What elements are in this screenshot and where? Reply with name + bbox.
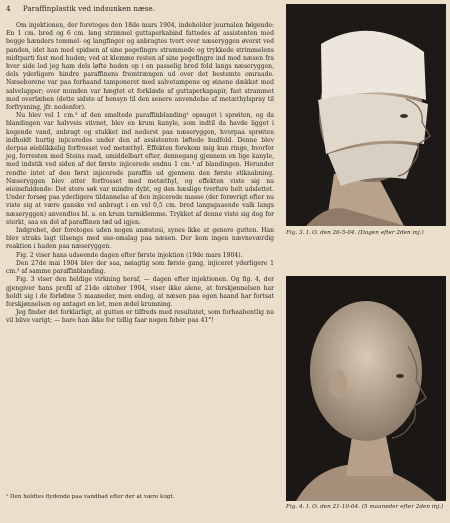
footnote: ¹ Den holdtes flydende paa vandbad efter der at være kogt. bbox=[6, 494, 175, 500]
paragraph-conclusion: Jeg finder det forklarligt, at gutten er tilfreds med resultatet, som forhaabentlig nu vil blive varigt; — bare han ikke for tidlig faar nogen feber paa 41°! bbox=[6, 309, 274, 325]
page-number: 4 bbox=[6, 4, 11, 13]
paragraph-injection-procedure: Om injektionen, der foretoges den 18de mars 1904, indeholder journalen følgende: En 1 cm. bred og 6 cm. lang strimmel guttaperkabind fattedes af assistenten med begge hænders tommel- og langfinger og anbragtes tvert over næseryggen øverst ved panden, idet han med spidsen af sine pegefingre strammede og trykkede strimmelens midtparti fast mod huden; ved at klemme resten af sine pegefingre ind mod næsen fra hver side lod jeg ham dels løfte huden op i en passelig bred fold langs næseryggen, dels yderligere hindre paraffinens fremtrængen ud over det bestemte omraade. Næseborene var paa forhaand tamponeret med salvetampone og øinene dækket med salvelapper; over munden var hægtet et forklæde af guttaperkapapir, fast strammet mod overlæben (dette sidste af hensyn til den senere anvendelse af metæthylspray til forfrysning, jfr. nedenfor). bbox=[6, 22, 274, 112]
paragraph-no-anesthesia: Indgrebet, der foretoges uden nogen anæstesi, synes ikke at genere gutten. Han blev straks lagt tilsengs med sne-omslag paa næsen. Der kom ingen nævneværdig reaktion i huden paa næseryggen. bbox=[6, 227, 274, 251]
profile-portrait-bandaged bbox=[286, 4, 446, 226]
paragraph-paraffin-injection: Nu blev vel 1 cm.³ af den smeltede paraffinblanding¹ opsuget i sprøiten, og da blandingen var halvveis stivnet, blev en krum kanyle, som indtil da havde ligget i kogende vand, anbragt og stukket ind nederst paa næseryggen, hvorpaa sprøiten indholdt hurtig injiceredes under den af assistenten løftede hudfold. Denne blev derpaa øieblikkelig forfrosset ved metæthyl. Effekten forekom mig kun ringe, hvorfor jeg, forresten med Steins raad, umiddelbart efter, dennegang gjennem en lige kanyle, med indstik ved siden af det første injicerede endnu 1 cm.³ af blandingen. Herunder rendte intet af den først injicerede paraffin ud gjennem den første stikaabning. Næseryggen blev atter forfrosset med metæthyl, og effekten viste sig nu øieinefaldende: Det store søk var mindre dybt, og den hæslige tverfure helt udslettet. Under forsøg paa yderligere tildannelse af den injicerede masse (der forøvrigt efter nu viste sig at være ganske vel anbragt i en vel 0,5 cm. bred langsgaaende valk langs næseryggen) anvendtes bl. a. en krum tarmklemme. Trykket af denne viste sig dog for sterkt, saa en del af paraffinen tød ud igjen. bbox=[6, 112, 274, 226]
paragraph-fig3-fig4-reference: Fig. 3 viser den heldige virkning heraf, — dagen efter injektionen. Og fig. 4, der gjengiver hans profil af 21de oktober 1904, viser ikke alene, at forskjønnelsen har holdt sig i de forløbne 5 maaneder, men endog, at næsen paa egen haand har fortsat forskjønnelsen og antaget en let, men ædel krumning. bbox=[6, 276, 274, 308]
running-title: Paraffinplastik ved indsunken næse. bbox=[22, 4, 155, 13]
figure-4-caption: Fig. 4. I. O. den 21-10-04. (5 maaneder efter 2den inj.) bbox=[286, 504, 444, 510]
profile-portrait-shaved-head bbox=[286, 276, 446, 501]
paragraph-second-injection: Den 27de mai 1904 blev der saa, nøiagtig som første gang, injiceret yderligere 1 cm.³ af samme paraffinblanding. bbox=[6, 259, 274, 276]
figure-3-caption: Fig. 3. I. O. den 26-5-04. (Dagen efter 2den inj.) bbox=[286, 230, 424, 236]
figure-4-photo bbox=[286, 276, 446, 501]
body-text-column bbox=[6, 22, 274, 326]
paragraph-fig2-reference: Fig. 2 viser hans udseende dagen efter første injektion (19de mars 1904). bbox=[16, 251, 243, 259]
figure-3-photo bbox=[286, 4, 446, 226]
running-header bbox=[6, 4, 276, 13]
